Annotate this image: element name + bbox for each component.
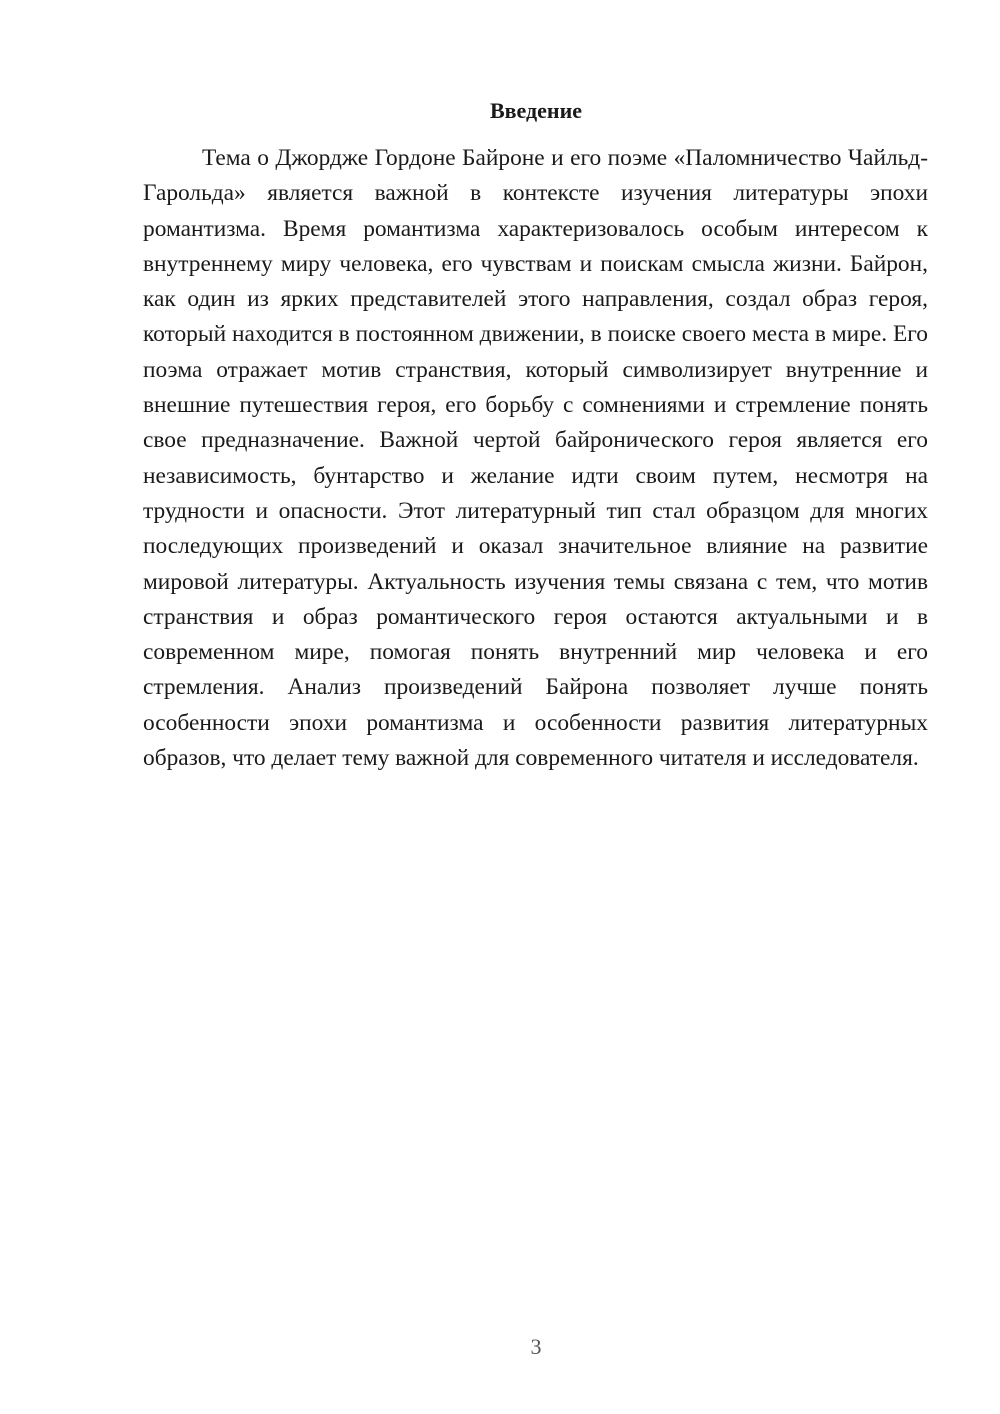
- body-paragraph: Тема о Джордже Гордоне Байроне и его поэме «Паломничество Чайльд-Гарольда» является важной в контексте изучения литературы эпохи романтизма. Время романтизма характеризовалось особым интересом к внутреннему миру человека, его чувствам и поискам смысла жизни. Байрон, как один из ярких представителей этого направления, создал образ героя, который находится в постоянном движении, в поиске своего места в мире. Его поэма отражает мотив странствия, который символизирует внутренние и внешние путешествия героя, его борьбу с сомнениями и стремление понять свое предназначение. Важной чертой байронического героя является его независимость, бунтарство и желание идти своим путем, несмотря на трудности и опасности. Этот литературный тип стал образцом для многих последующих произведений и оказал значительное влияние на развитие мировой литературы. Актуальность изучения темы связана с тем, что мотив странствия и образ романтического героя остаются актуальными и в современном мире, помогая понять внутренний мир человека и его стремления. Анализ произведений Байрона позволяет лучше понять особенности эпохи романтизма и особенности развития литературных образов, что делает тему важной для современного читателя и исследователя.: [143, 145, 928, 772]
- section-heading: Введение: [489, 98, 583, 123]
- page-number: 3: [530, 1334, 542, 1359]
